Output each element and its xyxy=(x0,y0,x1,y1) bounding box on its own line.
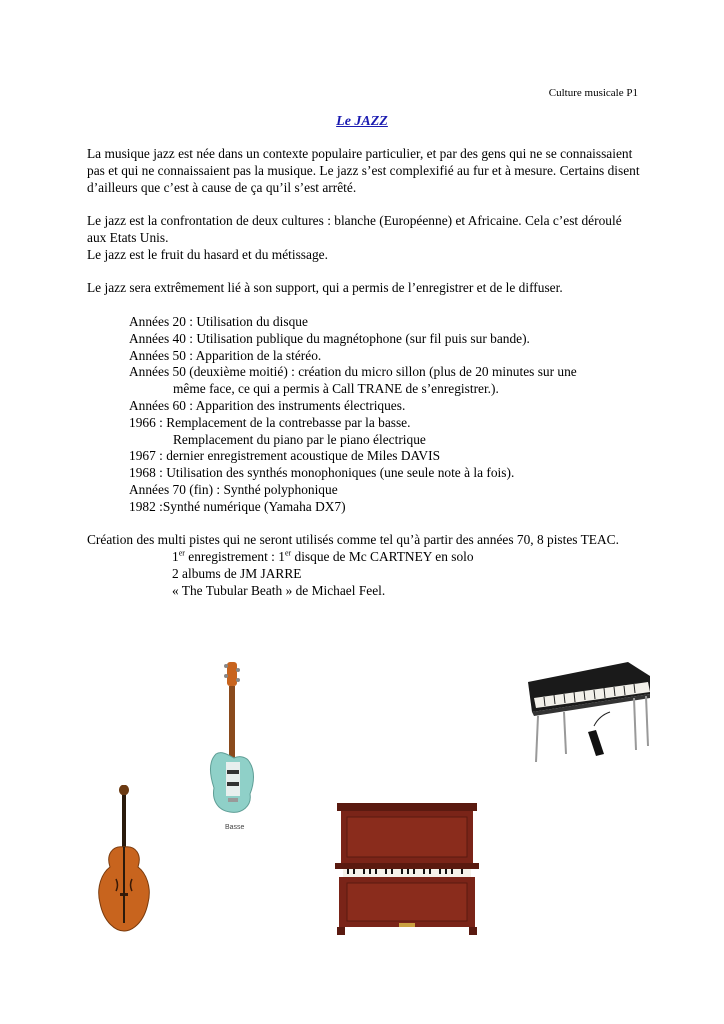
paragraph-multipistes: Création des multi pistes qui ne seront utilisés comme tel qu’à partir des années 70, 8 pistes TEAC. xyxy=(87,532,619,548)
paragraph-support: Le jazz sera extrêmement lié à son support, qui a permis de l’enregistrer et de le diffuser. xyxy=(87,280,563,296)
paragraph-metissage: Le jazz est le fruit du hasard et du métissage. xyxy=(87,246,328,262)
page-header: Culture musicale P1 xyxy=(548,87,638,99)
paragraph-cultures: Le jazz est la confrontation de deux cultures : blanche (Européenne) et Africaine. Cela c’est déroulé aux Etats Unis. xyxy=(87,213,622,245)
timeline-item-continuation: Remplacement du piano par le piano électrique xyxy=(173,431,426,447)
bass-caption: Basse xyxy=(225,824,245,831)
timeline-item: Années 50 : Apparition de la stéréo. xyxy=(129,347,322,363)
page-title: Le JAZZ xyxy=(336,114,388,129)
double-bass-image xyxy=(94,783,154,935)
record-item: 2 albums de JM JARRE xyxy=(172,565,302,581)
timeline-item: 1968 : Utilisation des synthés monophoniques (une seule note à la fois). xyxy=(129,465,515,481)
electric-piano-image xyxy=(524,658,658,766)
timeline-item-continuation: même face, ce qui a permis à Call TRANE de s’enregistrer.). xyxy=(173,381,499,397)
timeline-item: Années 40 : Utilisation publique du magnétophone (sur fil puis sur bande). xyxy=(129,330,530,346)
timeline-item: Années 60 : Apparition des instruments électriques. xyxy=(129,397,406,413)
timeline-item: 1966 : Remplacement de la contrebasse par la basse. xyxy=(129,414,411,430)
timeline-item: Années 20 : Utilisation du disque xyxy=(129,313,308,329)
timeline-item: 1982 :Synthé numérique (Yamaha DX7) xyxy=(129,498,346,514)
paragraph-origins: La musique jazz est née dans un contexte populaire particulier, et par des gens qui ne se connaissaient pas et qui ne connaissaient pas la musique. Le jazz s’est complexifié au fur et à mesure. Certains disent d’ailleurs que c’est à cause de ça qu’il s’est arrêté. xyxy=(87,146,640,195)
record-item: « The Tubular Beath » de Michael Feel. xyxy=(172,582,386,598)
document-body xyxy=(87,146,642,600)
upright-piano-image xyxy=(333,801,481,937)
timeline-item: Années 70 (fin) : Synthé polyphonique xyxy=(129,481,338,497)
timeline-item: 1967 : dernier enregistrement acoustique de Miles DAVIS xyxy=(129,448,441,464)
record-item: 1er enregistrement : 1er disque de Mc CARTNEY en solo xyxy=(172,548,474,565)
timeline-list xyxy=(129,314,642,516)
bass-guitar-image xyxy=(204,658,264,818)
timeline-item: Années 50 (deuxième moitié) : création du micro sillon (plus de 20 minutes sur une xyxy=(129,364,577,380)
